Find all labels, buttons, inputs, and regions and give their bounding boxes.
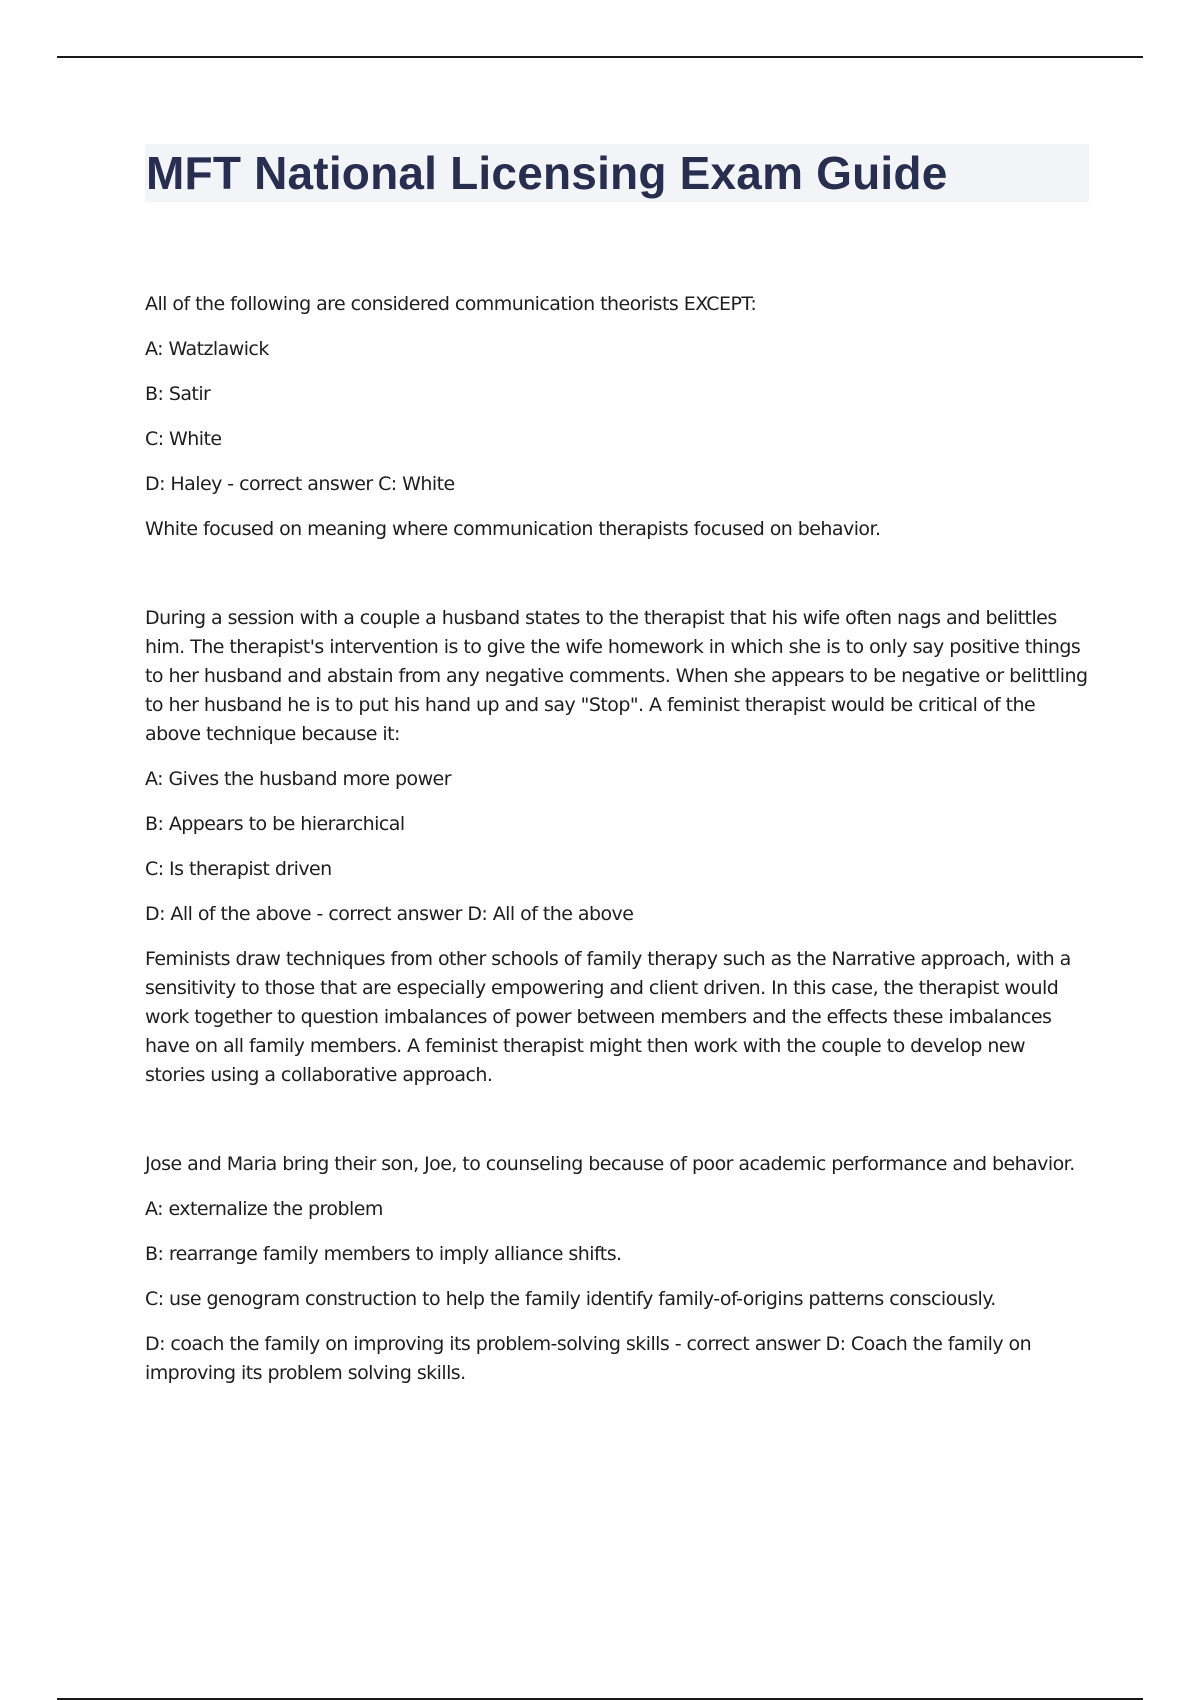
question-2-prompt: During a session with a couple a husband states to the therapist that his wife often nags and belittles him. The therapist's intervention is to give the wife homework in which she is to only say positive things to her husband and abstain from any negative comments. When she appears to be negative or belittling to her husband he is to put his hand up and say "Stop". A feminist therapist would be critical of the above technique because it: (145, 607, 1088, 745)
question-2-option-a: A: Gives the husband more power (145, 768, 451, 790)
question-1-prompt: All of the following are considered communication theorists EXCEPT: (145, 293, 757, 315)
top-rule (57, 56, 1143, 58)
document-title: MFT National Licensing Exam Guide (146, 147, 948, 199)
question-1-option-a: A: Watzlawick (145, 338, 269, 360)
question-3-option-c: C: use genogram construction to help the family identify family-of-origins patterns consciously. (145, 1288, 996, 1310)
question-3-prompt: Jose and Maria bring their son, Joe, to counseling because of poor academic performance and behavior. (145, 1153, 1075, 1175)
document-body (145, 290, 1090, 1388)
question-2-option-b: B: Appears to be hierarchical (145, 813, 405, 835)
question-3-option-a: A: externalize the problem (145, 1198, 383, 1220)
question-3-option-d: D: coach the family on improving its problem-solving skills - correct answer D: Coach the family on improving its problem solving skills. (145, 1333, 1032, 1384)
question-1-option-d: D: Haley - correct answer C: White (145, 473, 455, 495)
question-1-option-c: C: White (145, 428, 222, 450)
question-3-option-b: B: rearrange family members to imply alliance shifts. (145, 1243, 622, 1265)
question-2 (145, 604, 1090, 1090)
question-2-option-d: D: All of the above - correct answer D: All of the above (145, 903, 634, 925)
question-3 (145, 1150, 1090, 1388)
question-1-explanation: White focused on meaning where communication therapists focused on behavior. (145, 518, 881, 540)
question-1 (145, 290, 1090, 544)
question-1-option-b: B: Satir (145, 383, 211, 405)
question-2-option-c: C: Is therapist driven (145, 858, 332, 880)
question-2-explanation: Feminists draw techniques from other schools of family therapy such as the Narrative approach, with a sensitivity to those that are especially empowering and client driven. In this case, the therapist would work together to question imbalances of power between members and the effects these imbalances have on all family members. A feminist therapist might then work with the couple to develop new stories using a collaborative approach. (145, 948, 1071, 1086)
